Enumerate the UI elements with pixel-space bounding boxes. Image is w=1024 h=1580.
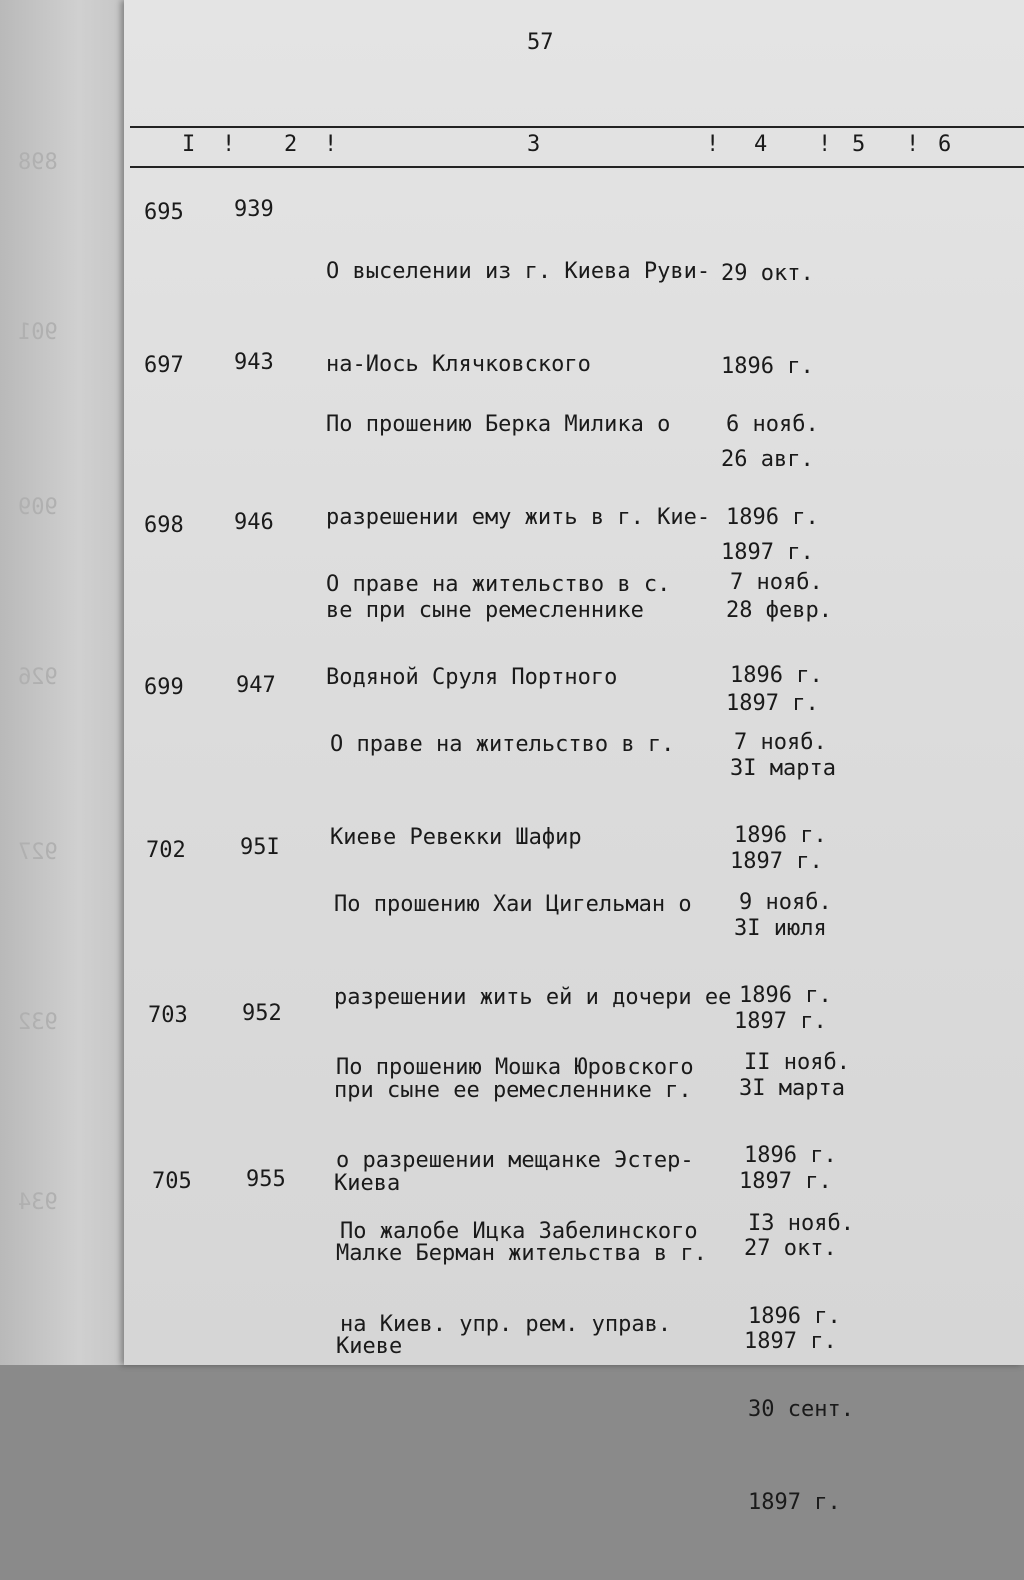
description-line: Киеве	[336, 1334, 403, 1359]
record-number: 699	[144, 675, 184, 700]
start-date: 6 нояб.	[726, 412, 819, 437]
description-line: при сыне ее ремесленнике г.	[334, 1078, 692, 1103]
description-line: По прошению Мошка Юровского	[336, 1055, 694, 1080]
description-line: на-Иось Клячковского	[326, 352, 591, 377]
record-number: 695	[144, 200, 184, 225]
header-separator: !	[706, 132, 720, 157]
start-year: 1896 г.	[744, 1143, 837, 1168]
record-number: 703	[148, 1003, 188, 1028]
start-year: 1896 г.	[730, 663, 823, 688]
start-year: 1896 г.	[739, 983, 832, 1008]
description-line: По прошению Хаи Цигельман о	[334, 892, 692, 917]
description-line: О праве на жительство в с.	[326, 572, 671, 597]
bleed-through-number: 934	[18, 1190, 58, 1215]
header-col-5: 5	[852, 132, 866, 157]
case-number: 939	[234, 197, 274, 222]
description-line: О праве на жительство в г.	[330, 732, 675, 757]
start-date: 7 нояб.	[730, 570, 823, 595]
end-year: 1897 г.	[744, 1329, 837, 1354]
start-date: 7 нояб.	[734, 730, 827, 755]
end-date: 28 февр.	[726, 598, 832, 623]
end-date: 3I июля	[734, 916, 827, 941]
end-date: 26 авг.	[721, 447, 814, 472]
record-number: 697	[144, 353, 184, 378]
description-line: Малке Берман жительства в г.	[336, 1241, 707, 1266]
document-page	[124, 0, 1024, 1515]
end-year: 1897 г.	[748, 1490, 841, 1515]
start-year: 1896 г.	[734, 823, 827, 848]
case-number: 943	[234, 350, 274, 375]
start-year: 1896 г.	[721, 354, 814, 379]
end-year: 1897 г.	[739, 1169, 832, 1194]
record-number: 702	[146, 838, 186, 863]
end-date: 30 сент.	[748, 1397, 854, 1422]
start-date: I3 нояб.	[748, 1211, 854, 1236]
record-number: 705	[152, 1169, 192, 1194]
header-col-1: I	[182, 132, 196, 157]
description-line: По прошению Берка Милика о	[326, 412, 671, 437]
header-col-6: 6	[938, 132, 952, 157]
end-year: 1897 г.	[726, 691, 819, 716]
header-col-3: 3	[527, 132, 541, 157]
description-line: Киева	[334, 1171, 401, 1196]
bleed-through-number: 898	[18, 150, 58, 175]
end-date: 3I марта	[739, 1076, 845, 1101]
bleed-through-number: 901	[18, 320, 58, 345]
header-top-rule	[130, 126, 1024, 128]
end-year: 1897 г.	[730, 849, 823, 874]
end-year: 1897 г.	[734, 1009, 827, 1034]
case-dates	[748, 1146, 854, 1580]
header-separator: !	[324, 132, 338, 157]
start-year: 1896 г.	[748, 1304, 841, 1329]
bleed-through-number: 927	[18, 840, 58, 865]
end-date: 27 окт.	[744, 1236, 837, 1261]
case-number: 946	[234, 510, 274, 535]
bleed-through-number: 932	[18, 1010, 58, 1035]
case-number: 952	[242, 1001, 282, 1026]
record-number: 698	[144, 513, 184, 538]
start-date: 9 нояб.	[739, 890, 832, 915]
previous-page-edge	[0, 0, 132, 1365]
description-line: Водяной Сруля Портного	[326, 665, 618, 690]
end-year: 1897 г.	[721, 540, 814, 565]
description-line: разрешении жить ей и дочери ее	[334, 985, 732, 1010]
header-separator: !	[906, 132, 920, 157]
start-year: 1896 г.	[726, 505, 819, 530]
bleed-through-number: 909	[18, 495, 58, 520]
bleed-through-number: 926	[18, 665, 58, 690]
description-line: о разрешении мещанке Эстер-	[336, 1148, 694, 1173]
start-date: 29 окт.	[721, 261, 814, 286]
case-number: 955	[246, 1167, 286, 1192]
page-number: 57	[527, 30, 554, 55]
description-line: разрешении ему жить в г. Кие-	[326, 505, 711, 530]
case-number: 95I	[240, 835, 280, 860]
description-line: на Киев. упр. рем. управ.	[340, 1312, 672, 1337]
description-line: ве при сыне ремесленнике	[326, 598, 644, 623]
end-date: 3I марта	[730, 756, 836, 781]
description-line: О выселении из г. Киева Руви-	[326, 259, 711, 284]
description-line: По жалобе Ицка Забелинского	[340, 1219, 698, 1244]
header-separator: !	[818, 132, 832, 157]
start-date: II нояб.	[744, 1050, 850, 1075]
header-col-4: 4	[754, 132, 768, 157]
header-separator: !	[222, 132, 236, 157]
case-number: 947	[236, 673, 276, 698]
header-col-2: 2	[284, 132, 298, 157]
description-line: Киеве Ревекки Шафир	[330, 825, 582, 850]
header-bottom-rule	[130, 166, 1024, 168]
